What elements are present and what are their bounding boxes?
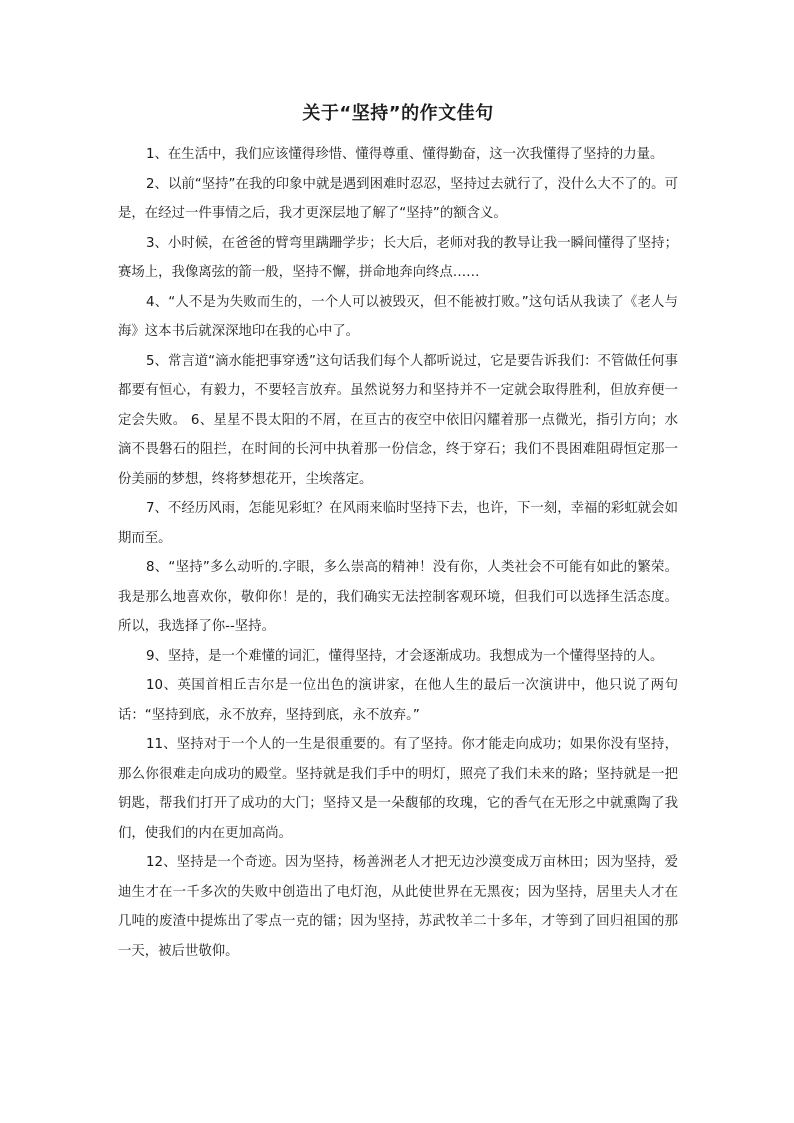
paragraph-2: 2、以前“坚持”在我的印象中就是遇到困难时忍忍，坚持过去就行了，没什么大不了的。可是，在经过一件事情之后，我才更深层地了解了“坚持”的额含义。 xyxy=(118,176,678,221)
paragraph-3: 3、小时候，在爸爸的臂弯里蹒跚学步；长大后，老师对我的教导让我一瞬间懂得了坚持；赛场上，我像离弦的箭一般，坚持不懈，拼命地奔向终点…… xyxy=(118,235,678,280)
paragraph-8: 8、“坚持”多么动听的.字眼，多么崇高的精神！没有你，人类社会不可能有如此的繁荣。我是那么地喜欢你，敬仰你！是的，我们确实无法控制客观环境，但我们可以选择生活态度。所以，我选择了你--坚持。 xyxy=(118,560,678,634)
paragraph-7: 7、不经历风雨，怎能见彩虹？在风雨来临时坚持下去，也许，下一刻，幸福的彩虹就会如期而至。 xyxy=(118,501,678,546)
page-title: 关于“坚持”的作文佳句 xyxy=(302,103,494,124)
paragraph-4: 4、“人不是为失败而生的，一个人可以被毁灭，但不能被打败。”这句话从我读了《老人与海》这本书后就深深地印在我的心中了。 xyxy=(118,294,678,339)
paragraph-10: 10、英国首相丘吉尔是一位出色的演讲家，在他人生的最后一次演讲中，他只说了两句话：“坚持到底，永不放弃，坚持到底，永不放弃。” xyxy=(118,678,678,723)
paragraph-11: 11、坚持对于一个人的一生是很重要的。有了坚持。你才能走向成功；如果你没有坚持，那么你很难走向成功的殿堂。坚持就是我们手中的明灯，照亮了我们未来的路；坚持就是一把钥匙，帮我们打开了成功的大门；坚持又是一朵馥郁的玫瑰，它的香气在无形之中就熏陶了我们，使我们的内在更加高尚。 xyxy=(118,737,678,841)
paragraph-12: 12、坚持是一个奇迹。因为坚持，杨善洲老人才把无边沙漠变成万亩林田；因为坚持，爱迪生才在一千多次的失败中创造出了电灯泡，从此使世界在无黑夜；因为坚持，居里夫人才在几吨的废渣中提炼出了零点一克的镭；因为坚持，苏武牧羊二十多年，才等到了回归祖国的那一天，被后世敬仰。 xyxy=(118,855,678,959)
paragraph-5: 5、常言道“滴水能把事穿透”这句话我们每个人都听说过，它是要告诉我们：不管做任何事都要有恒心，有毅力，不要轻言放弃。虽然说努力和坚持并不一定就会取得胜利，但放弃便一定会失败。 6、星星不畏太阳的不屑，在亘古的夜空中依旧闪耀着那一点微光，指引方向；水滴不畏磐石的阻拦，在时间的长河中执着那一份信念，终于穿石；我们不畏困难阻碍恒定那一份美丽的梦想，终将梦想花开，尘埃落定。 xyxy=(118,353,678,487)
document-page xyxy=(118,100,678,966)
paragraph-9: 9、坚持，是一个难懂的词汇，懂得坚持，才会逐渐成功。我想成为一个懂得坚持的人。 xyxy=(146,648,664,664)
paragraph-1: 1、在生活中，我们应该懂得珍惜、懂得尊重、懂得勤奋，这一次我懂得了坚持的力量。 xyxy=(146,147,664,162)
